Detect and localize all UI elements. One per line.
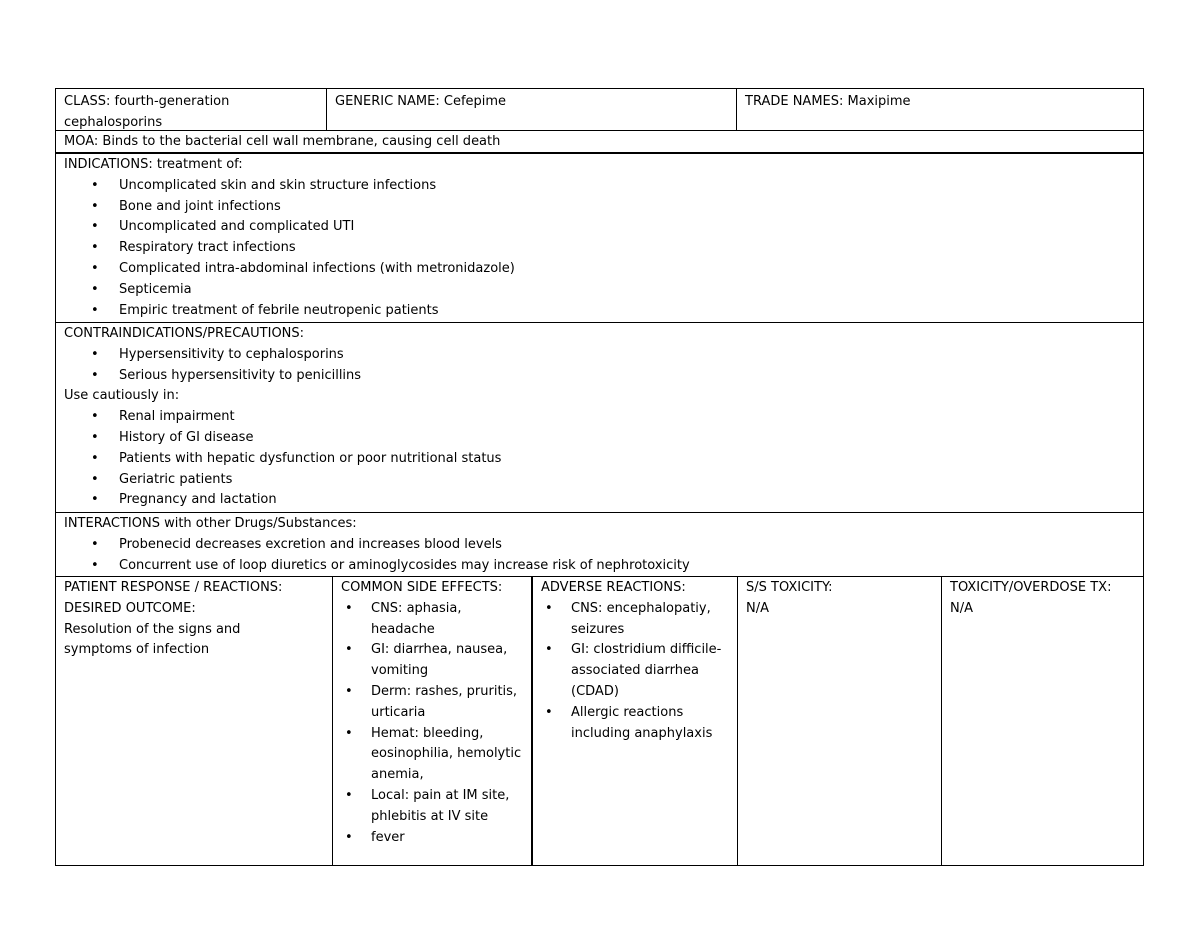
side-effects-list — [341, 599, 523, 849]
toxicity-value: N/A — [746, 600, 769, 616]
class-label: CLASS: fourth-generation cephalosporins — [64, 94, 230, 130]
interactions-list — [64, 535, 1135, 577]
list-item: • fever — [341, 828, 523, 849]
list-item: • Uncomplicated skin and skin structure infections — [64, 176, 1135, 197]
toxicity-title: S/S TOXICITY: — [746, 580, 833, 595]
side-effects-cell — [333, 577, 531, 865]
desired-outcome-title: DESIRED OUTCOME: — [64, 600, 196, 616]
list-item: • Complicated intra-abdominal infections (with metronidazole) — [64, 259, 1135, 280]
reactions-row — [55, 576, 1144, 866]
contraindications-title: CONTRAINDICATIONS/PRECAUTIONS: — [64, 326, 305, 341]
list-item: • Probenecid decreases excretion and increases blood levels — [64, 535, 1135, 556]
moa-cell — [56, 131, 1143, 152]
moa-row — [55, 130, 1144, 152]
list-item: • Bone and joint infections — [64, 197, 1135, 218]
header-row — [55, 88, 1144, 130]
list-item: • Patients with hepatic dysfunction or poor nutritional status — [64, 449, 1135, 470]
list-item: • Derm: rashes, pruritis, urticaria — [341, 682, 523, 724]
list-item: • Uncomplicated and complicated UTI — [64, 217, 1135, 238]
moa-text: MOA: Binds to the bacterial cell wall membrane, causing cell death — [64, 134, 501, 149]
generic-name-cell — [327, 89, 736, 130]
list-item: • Renal impairment — [64, 407, 1135, 428]
list-item: • Pregnancy and lactation — [64, 490, 1135, 511]
adverse-reactions-list — [541, 599, 729, 745]
list-item: • Local: pain at IM site, phlebitis at IV site — [341, 786, 523, 828]
list-item: • Serious hypersensitivity to penicillins — [64, 366, 1135, 387]
list-item: • Hypersensitivity to cephalosporins — [64, 345, 1135, 366]
list-item: • Hemat: bleeding, eosinophilia, hemolytic anemia, — [341, 724, 523, 786]
list-item: • GI: diarrhea, nausea, vomiting — [341, 640, 523, 682]
list-item: • Respiratory tract infections — [64, 238, 1135, 259]
indications-row — [55, 152, 1144, 322]
caution-list — [64, 407, 1135, 511]
indications-title: INDICATIONS: treatment of: — [64, 157, 243, 172]
desired-outcome-text: Resolution of the signs and symptoms of infection — [64, 621, 241, 658]
class-cell — [56, 89, 326, 130]
list-item: • CNS: encephalopatiy, seizures — [541, 599, 729, 641]
list-item: • GI: clostridium difficile-associated diarrhea (CDAD) — [541, 640, 729, 702]
contraindications-row — [55, 322, 1144, 512]
adverse-reactions-cell — [533, 577, 737, 865]
overdose-value: N/A — [950, 600, 973, 616]
trade-names-label: TRADE NAMES: Maxipime — [745, 94, 911, 109]
indications-list — [64, 176, 1135, 322]
contraindications-list — [64, 345, 1135, 387]
adverse-reactions-title: ADVERSE REACTIONS: — [541, 580, 686, 595]
trade-names-cell — [737, 89, 1143, 130]
patient-response-cell — [56, 577, 332, 865]
overdose-cell — [942, 577, 1143, 865]
overdose-title: TOXICITY/OVERDOSE TX: — [950, 580, 1112, 595]
list-item: • Allergic reactions including anaphylaxis — [541, 703, 729, 745]
contraindications-cell — [56, 323, 1143, 512]
indications-cell — [56, 154, 1143, 322]
interactions-row — [55, 512, 1144, 576]
patient-response-title: PATIENT RESPONSE / REACTIONS: — [64, 580, 283, 595]
list-item: • CNS: aphasia, headache — [341, 599, 523, 641]
list-item: • Geriatric patients — [64, 470, 1135, 491]
list-item: • Concurrent use of loop diuretics or aminoglycosides may increase risk of nephrotoxicity — [64, 556, 1135, 577]
toxicity-cell — [738, 577, 941, 865]
generic-name-label: GENERIC NAME: Cefepime — [335, 94, 507, 109]
interactions-cell — [56, 513, 1143, 576]
list-item: • Septicemia — [64, 280, 1135, 301]
interactions-title: INTERACTIONS with other Drugs/Substances: — [64, 516, 357, 531]
list-item: • History of GI disease — [64, 428, 1135, 449]
list-item: • Empiric treatment of febrile neutropenic patients — [64, 301, 1135, 322]
side-effects-title: COMMON SIDE EFFECTS: — [341, 580, 503, 595]
caution-title: Use cautiously in: — [64, 388, 180, 404]
